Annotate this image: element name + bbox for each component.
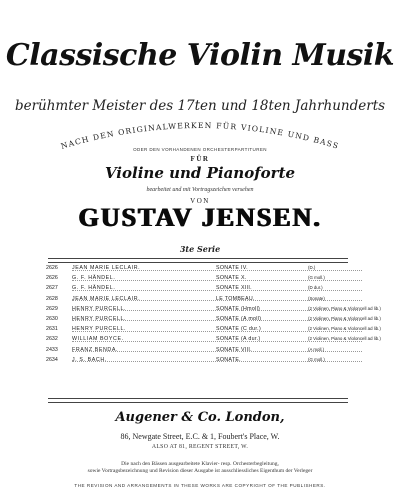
work-detail: (Sonate) (308, 295, 325, 301)
list-item (38, 355, 368, 365)
arranger-name: GUSTAV JENSEN. (78, 203, 322, 232)
work-detail: (G moll.) (308, 356, 325, 362)
list-item (38, 345, 368, 355)
work-detail: (2 Violinen, Piano & Violoncell ad lib.) (308, 336, 381, 342)
instruments-line: Violine und Pianoforte (104, 164, 296, 182)
plate-number: 2634 (46, 356, 58, 363)
work-detail: (2 Violinen, Piano & Violoncell ad lib.) (308, 315, 381, 321)
ownership-notice (0, 461, 400, 475)
plate-number: 2626 (46, 275, 58, 282)
list-item (38, 263, 368, 273)
arched-heading: NACH DEN ORIGINALWERKEN FÜR VIOLINE UND BASS (59, 120, 341, 151)
publisher-branch-address: ALSO AT 81, REGENT STREET, W. (151, 444, 249, 450)
plate-number: 2626 (46, 265, 58, 271)
divider (48, 402, 348, 403)
work-composer: HENRY PURCELL. (72, 326, 127, 333)
plate-number: 2629 (46, 305, 58, 312)
work-detail: (D.) (308, 265, 316, 270)
work-title: SONATE (Hmoll) (216, 305, 261, 312)
work-title: SONATE X. (216, 275, 247, 282)
work-composer: HENRY PURCELL. (72, 305, 127, 312)
work-composer: G. F. HÄNDEL. (72, 285, 116, 292)
series-label: 3te Serie (179, 244, 221, 254)
notice-line: Die nach den Bässen ausgearbeitete Klavier- resp. Orchesterbegleitung, (121, 461, 279, 467)
divider (48, 258, 348, 259)
work-title: SONATE (C dur.) (216, 326, 262, 333)
work-composer: J. S. BACH. (72, 356, 107, 363)
work-composer: WILLIAM BOYCE. (72, 336, 124, 343)
plate-number: 2433 (46, 346, 58, 353)
arranged-note: bearbeitet und mit Vortragszeichen versehen (146, 187, 254, 193)
list-item (38, 334, 381, 344)
cover-subtitle: berühmter Meister des 17ten und 18ten Jahrhunderts (14, 98, 386, 114)
work-title: SONATE IV. (216, 265, 248, 271)
list-item (38, 304, 381, 314)
list-item (38, 273, 368, 283)
divider (48, 398, 348, 399)
work-title: SONATE XIII. (216, 285, 252, 292)
copyright-notice: THE REVISION AND ARRANGEMENTS IN THESE WORKS ARE COPYRIGHT OF THE PUBLISHERS. (74, 483, 326, 488)
plate-number: 2628 (46, 295, 58, 302)
orchestra-note: ODER DEN VORHANDENEN ORCHESTERPARTITUREN (133, 147, 267, 152)
work-detail: (2 Violinen, Piano & Violoncell ad lib.) (308, 305, 381, 311)
work-title: SONATE. (216, 356, 241, 363)
work-title: SONATE (A moll) (216, 315, 262, 322)
von-label: VON (190, 197, 210, 205)
notice-line: sowie Vortragsbezeichnung und Revision dieser Ausgabe ist ausschliessliches Eigenthum der Verleger (87, 468, 313, 474)
work-title: SONATE VIII. (216, 346, 252, 353)
work-detail: (G moll.) (308, 275, 325, 281)
work-composer: JEAN MARIE LECLAIR. (72, 295, 141, 302)
work-composer: FRANZ BENDA. (72, 346, 119, 353)
plate-number: 2630 (46, 315, 58, 322)
work-detail: (2 Violinen, Piano & Violoncell ad lib.) (308, 326, 381, 332)
plate-number: 2632 (46, 336, 58, 343)
list-item (38, 283, 368, 293)
work-title: SONATE (A dur.) (216, 336, 261, 343)
contents-list (38, 263, 381, 365)
work-composer: HENRY PURCELL. (72, 315, 127, 322)
fur-label: FÜR (190, 155, 210, 163)
publisher-name: Augener & Co. London, (115, 410, 285, 425)
work-composer: JEAN MARIE LECLAIR. (72, 265, 141, 271)
list-item (38, 294, 368, 304)
work-detail: (A moll.) (308, 346, 325, 352)
plate-number: 2627 (46, 285, 58, 292)
list-item (38, 314, 381, 324)
list-item (38, 324, 381, 334)
plate-number: 2631 (46, 326, 58, 333)
work-detail: (D dur.) (308, 285, 323, 291)
work-composer: G. F. HÄNDEL. (72, 275, 116, 282)
work-title: LE TOMBEAU. (216, 295, 255, 302)
cover-title: Classische Violin Musik (5, 38, 395, 73)
publisher-address: 86, Newgate Street, E.C. & 1, Foubert's Place, W. (120, 432, 280, 441)
